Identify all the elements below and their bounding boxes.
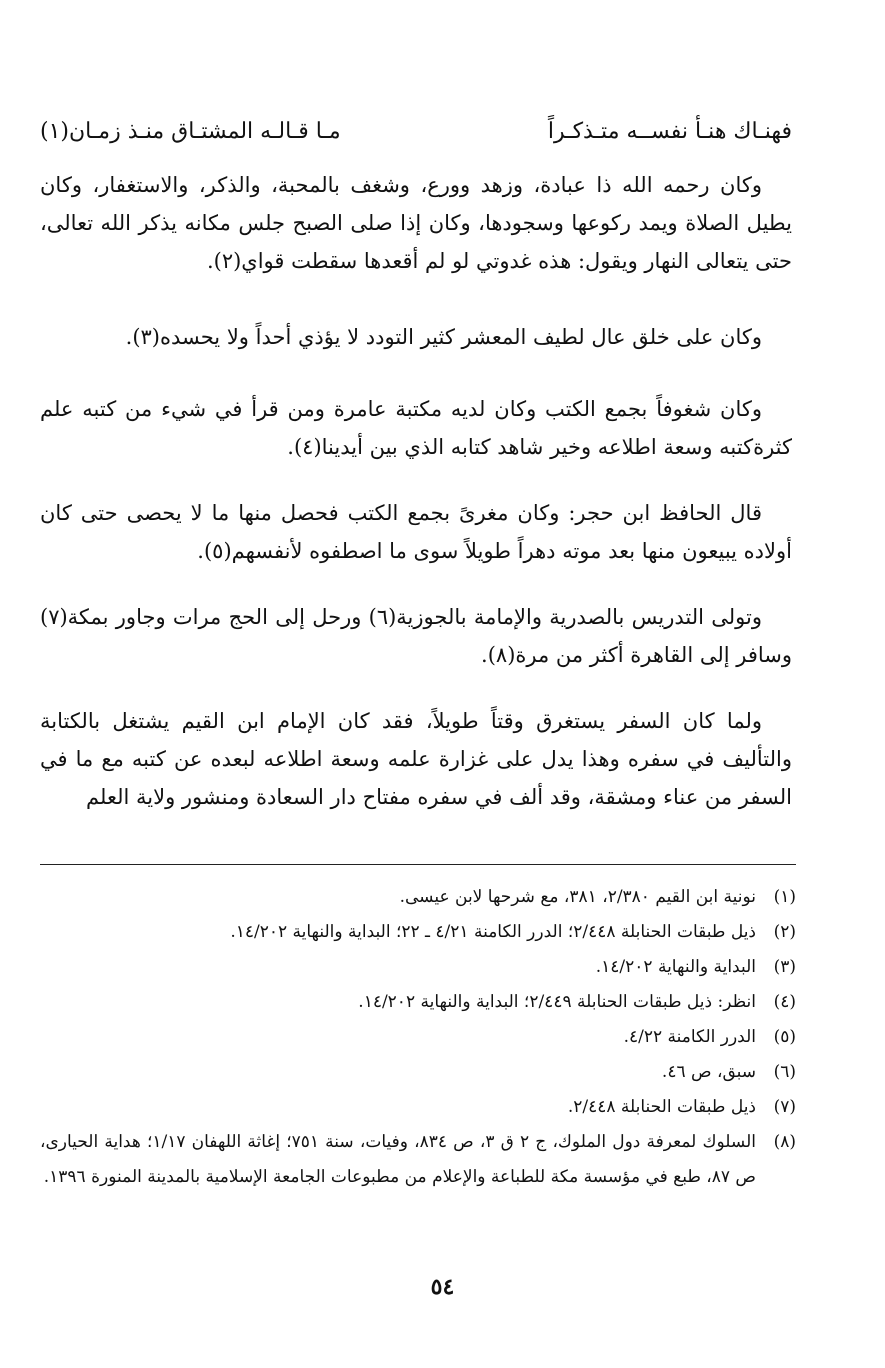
footnote-text: سبق، ص ٤٦. (661, 1062, 756, 1082)
paragraph-teaching (40, 598, 792, 674)
footnote-text: انظر: ذيل طبقات الحنابلة ٢/٤٤٩؛ البداية والنهاية ١٤/٢٠٢. (358, 992, 756, 1012)
footnote-text: ذيل طبقات الحنابلة ٢/٤٤٨. (567, 1097, 756, 1117)
footnote-item (40, 915, 796, 950)
footnote-number: (٨) (773, 1132, 796, 1152)
footnote-item (40, 1020, 796, 1055)
footnote-number: (٥) (773, 1027, 796, 1047)
paragraph-text: وكان على خلق عال لطيف المعشر كثير التودد لا يؤذي أحداً ولا يحسده(٣). (125, 325, 762, 349)
footnote-number: (٤) (773, 992, 796, 1012)
footnote-item (40, 985, 796, 1020)
footnote-separator (40, 864, 796, 865)
footnote-number: (٢) (773, 922, 796, 942)
paragraph-character (40, 318, 792, 356)
paragraph-books (40, 390, 792, 466)
footnote-text: السلوك لمعرفة دول الملوك، ج ٢ ق ٣، ص ٨٣٤، وفيات، سنة ٧٥١؛ إغاثة اللهفان ١/١٧؛ هداية الحيارى، ص ٨٧، طبع في مؤسسة مكة للطباعة والإعلام من مطبوعات الجامعة الإسلامية بالمدينة المنورة ١٣٩٦. (40, 1132, 756, 1187)
paragraph-text: وكان شغوفاً بجمع الكتب وكان لديه مكتبة عامرة ومن قرأ في شيء من كتبه علم كثرةكتبه وسعة اطلاعه وخير شاهد كتابه الذي بين أيدينا(٤). (40, 397, 792, 459)
footnote-text: الدرر الكامنة ٤/٢٢. (623, 1027, 756, 1047)
paragraph-travel (40, 702, 792, 816)
footnote-number: (٣) (773, 957, 796, 977)
paragraph-text: وتولى التدريس بالصدرية والإمامة بالجوزية(٦) ورحل إلى الحج مرات وجاور بمكة(٧) وسافر إلى القاهرة أكثر من مرة(٨). (40, 605, 792, 667)
footnote-text: ذيل طبقات الحنابلة ٢/٤٤٨؛ الدرر الكامنة ٤/٢١ ـ ٢٢؛ البداية والنهاية ١٤/٢٠٢. (230, 922, 756, 942)
footnote-item (40, 1055, 796, 1090)
verse-second-hemistich: مـا قـالـه المشتـاق منـذ زمـان(١) (40, 119, 341, 144)
footnote-item (40, 1125, 796, 1195)
paragraph-worship (40, 166, 792, 280)
footnote-number: (٧) (773, 1097, 796, 1117)
footnote-text: نونية ابن القيم ٢/٣٨٠، ٣٨١، مع شرحها لابن عيسى. (399, 887, 756, 907)
footnote-item (40, 950, 796, 985)
paragraph-text: قال الحافظ ابن حجر: وكان مغرىً بجمع الكتب فحصل منها ما لا يحصى حتى كان أولاده يبيعون منها بعد موته دهراً طويلاً سوى ما اصطفوه لأنفسهم(٥). (40, 501, 792, 563)
footnote-item (40, 880, 796, 915)
page-number: ٥٤ (430, 1274, 455, 1300)
footnotes-list (40, 880, 796, 1195)
footnote-item (40, 1090, 796, 1125)
footnote-text: البداية والنهاية ١٤/٢٠٢. (595, 957, 756, 977)
footnote-number: (٦) (773, 1062, 796, 1082)
paragraph-text: ولما كان السفر يستغرق وقتاً طويلاً، فقد كان الإمام ابن القيم يشتغل بالكتابة والتأليف في سفره وهذا يدل على غزارة علمه وسعة اطلاعه لبعده عن كتبه مع ما في السفر من عناء ومشقة، وقد ألف في سفره مفتاح دار السعادة ومنشور ولاية العلم (40, 709, 792, 809)
paragraph-ibn-hajar (40, 494, 792, 570)
paragraph-text: وكان رحمه الله ذا عبادة، وزهد وورع، وشغف بالمحبة، والذكر، والاستغفار، وكان يطيل الصلاة ويمد ركوعها وسجودها، وكان إذا صلى الصبح جلس مكانه يذكر الله تعالى، حتى يتعالى النهار ويقول: هذه غدوتي لو لم أقعدها سقطت قواي(٢). (40, 173, 792, 273)
poem-verse (40, 110, 792, 154)
verse-first-hemistich: فهنـاك هنـأ نفســه متـذكـراً (547, 119, 792, 144)
footnote-number: (١) (773, 887, 796, 907)
